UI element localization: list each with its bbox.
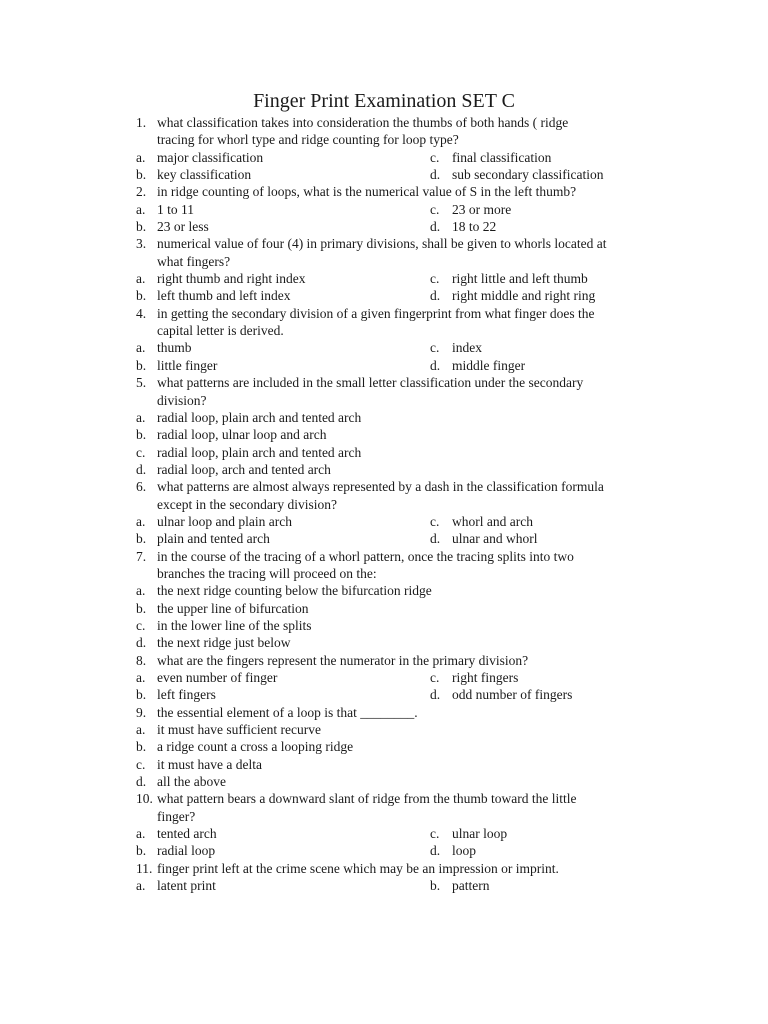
- question-line: [136, 235, 636, 252]
- choice-label: d.: [430, 531, 441, 547]
- choice-text: radial loop, ulnar loop and arch: [157, 427, 327, 443]
- question-text: what pattern bears a downward slant of ridge from the thumb toward the little: [157, 791, 577, 807]
- choice-text: a ridge count a cross a looping ridge: [157, 739, 354, 755]
- choice-text: radial loop, arch and tented arch: [157, 461, 331, 477]
- choice-label: a.: [136, 340, 146, 356]
- choice-label: a.: [136, 583, 146, 599]
- choice-row: [136, 530, 636, 547]
- choice-row: [136, 669, 636, 686]
- choice-label: d.: [136, 774, 147, 790]
- question-number: 11.: [136, 860, 153, 876]
- choice-row: [136, 461, 636, 478]
- choice-label: b.: [136, 219, 147, 235]
- choice-label: d.: [136, 635, 147, 651]
- choice-text: radial loop, plain arch and tented arch: [157, 409, 362, 425]
- choice-row: [136, 270, 636, 287]
- question-number: 3.: [136, 236, 147, 252]
- question-number: 5.: [136, 375, 147, 391]
- choice-text: ulnar loop: [452, 826, 508, 842]
- choice-row: [136, 409, 636, 426]
- question-text: in ridge counting of loops, what is the numerical value of S in the left thumb?: [157, 184, 577, 200]
- question-number: 10.: [136, 791, 153, 807]
- choice-label: d.: [430, 167, 441, 183]
- choice-row: [136, 166, 636, 183]
- choice-label: b.: [136, 739, 147, 755]
- choice-row: [136, 218, 636, 235]
- choice-label: b.: [136, 531, 147, 547]
- choice-label: c.: [430, 271, 440, 287]
- choice-text: latent print: [157, 878, 216, 894]
- question-text: tracing for whorl type and ridge counting for loop type?: [157, 132, 459, 148]
- question-line: [136, 548, 636, 565]
- choice-row: [136, 357, 636, 374]
- choice-label: b.: [136, 167, 147, 183]
- choice-row: [136, 287, 636, 304]
- question-number: 2.: [136, 184, 147, 200]
- choice-label: c.: [136, 444, 146, 460]
- choice-text: it must have sufficient recurve: [157, 722, 321, 738]
- question-continuation: [136, 496, 636, 513]
- choice-text: the next ridge just below: [157, 635, 291, 651]
- choice-row: [136, 738, 636, 755]
- question-line: [136, 183, 636, 200]
- question-text: except in the secondary division?: [157, 496, 337, 512]
- choice-row: [136, 149, 636, 166]
- question-line: [136, 114, 636, 131]
- question-text: branches the tracing will proceed on the:: [157, 565, 377, 581]
- choice-row: [136, 634, 636, 651]
- choice-text: right little and left thumb: [452, 271, 588, 287]
- choice-label: b.: [136, 843, 147, 859]
- choice-label: d.: [430, 288, 441, 304]
- choice-label: c.: [430, 340, 440, 356]
- choice-label: b.: [430, 878, 441, 894]
- choice-row: [136, 842, 636, 859]
- choice-text: middle finger: [452, 357, 526, 373]
- choice-label: c.: [430, 513, 440, 529]
- question-text: what are the fingers represent the numerator in the primary division?: [157, 652, 529, 668]
- question-number: 1.: [136, 115, 147, 130]
- choice-label: d.: [430, 357, 441, 373]
- choice-label: b.: [136, 357, 147, 373]
- question-number: 4.: [136, 305, 147, 321]
- question-text: what fingers?: [157, 253, 231, 269]
- question-number: 8.: [136, 652, 147, 668]
- question-continuation: [136, 131, 636, 148]
- question-text: what patterns are almost always represented by a dash in the classification formula: [157, 479, 604, 495]
- question-continuation: [136, 808, 636, 825]
- choice-label: b.: [136, 600, 147, 616]
- question-line: [136, 478, 636, 495]
- choice-label: c.: [430, 670, 440, 685]
- choice-text: odd number of fingers: [452, 687, 573, 703]
- choice-text: sub secondary classification: [452, 167, 604, 183]
- choice-row: [136, 201, 636, 218]
- choice-label: a.: [136, 513, 146, 529]
- choice-label: c.: [136, 617, 146, 633]
- choice-label: a.: [136, 722, 146, 738]
- choice-row: [136, 825, 636, 842]
- choice-text: right thumb and right index: [157, 271, 306, 287]
- choice-text: final classification: [452, 149, 552, 165]
- choice-text: tented arch: [157, 826, 217, 842]
- choice-text: key classification: [157, 167, 252, 183]
- choice-label: a.: [136, 201, 146, 217]
- choice-text: in the lower line of the splits: [157, 617, 312, 633]
- question-text: in getting the secondary division of a given fingerprint from what finger does the: [157, 305, 595, 321]
- question-text: the essential element of a loop is that ________.: [157, 704, 418, 720]
- choice-text: thumb: [157, 340, 192, 356]
- question-number: 6.: [136, 479, 147, 495]
- choice-text: ulnar loop and plain arch: [157, 513, 292, 529]
- choice-label: c.: [430, 826, 440, 842]
- choice-text: left fingers: [157, 687, 216, 703]
- choice-text: index: [452, 340, 482, 356]
- question-text: finger print left at the crime scene which may be an impression or imprint.: [157, 860, 559, 876]
- question-line: [136, 305, 636, 322]
- question-text: what patterns are included in the small letter classification under the secondary: [157, 375, 584, 391]
- choice-text: right middle and right ring: [452, 288, 596, 304]
- choice-text: right fingers: [452, 670, 519, 685]
- choice-row: [136, 444, 636, 461]
- question-number: 7.: [136, 548, 147, 564]
- choice-text: left thumb and left index: [157, 288, 291, 304]
- choice-row: [136, 513, 636, 530]
- choice-text: ulnar and whorl: [452, 531, 538, 547]
- choice-label: d.: [430, 219, 441, 235]
- choice-row: [136, 339, 636, 356]
- choice-text: 23 or more: [452, 201, 512, 217]
- question-text: in the course of the tracing of a whorl pattern, once the tracing splits into two: [157, 548, 574, 564]
- question-text: finger?: [157, 808, 196, 824]
- question-list: [136, 114, 636, 894]
- choice-text: pattern: [452, 878, 490, 894]
- choice-text: it must have a delta: [157, 756, 262, 772]
- choice-row: [136, 877, 636, 894]
- choice-label: a.: [136, 409, 146, 425]
- choice-label: b.: [136, 687, 147, 703]
- question-continuation: [136, 253, 636, 270]
- question-text: what classification takes into consideration the thumbs of both hands ( ridge: [157, 115, 569, 130]
- choice-row: [136, 426, 636, 443]
- choice-text: 18 to 22: [452, 219, 497, 235]
- choice-row: [136, 582, 636, 599]
- question-continuation: [136, 565, 636, 582]
- question-continuation: [136, 322, 636, 339]
- choice-label: a.: [136, 826, 146, 842]
- question-text: division?: [157, 392, 207, 408]
- choice-text: the upper line of bifurcation: [157, 600, 309, 616]
- page-title: Finger Print Examination SET C: [253, 90, 515, 112]
- question-text: numerical value of four (4) in primary divisions, shall be given to whorls located at: [157, 236, 607, 252]
- choice-label: d.: [430, 843, 441, 859]
- question-line: [136, 790, 636, 807]
- question-line: [136, 704, 636, 721]
- choice-label: c.: [136, 756, 146, 772]
- choice-text: whorl and arch: [452, 513, 533, 529]
- choice-row: [136, 600, 636, 617]
- choice-text: the next ridge counting below the bifurcation ridge: [157, 583, 432, 599]
- choice-text: little finger: [157, 357, 218, 373]
- choice-text: 1 to 11: [157, 201, 194, 217]
- choice-text: 23 or less: [157, 219, 209, 235]
- choice-label: d.: [136, 461, 147, 477]
- choice-label: b.: [136, 427, 147, 443]
- choice-label: c.: [430, 149, 440, 165]
- choice-label: d.: [430, 687, 441, 703]
- choice-text: even number of finger: [157, 670, 278, 685]
- question-line: [136, 860, 636, 877]
- choice-label: a.: [136, 271, 146, 287]
- question-continuation: [136, 392, 636, 409]
- choice-text: loop: [452, 843, 477, 859]
- choice-text: plain and tented arch: [157, 531, 270, 547]
- choice-row: [136, 686, 636, 703]
- choice-label: b.: [136, 288, 147, 304]
- choice-text: all the above: [157, 774, 226, 790]
- choice-text: major classification: [157, 149, 264, 165]
- question-line: [136, 374, 636, 391]
- question-line: [136, 652, 636, 669]
- question-text: capital letter is derived.: [157, 323, 284, 339]
- choice-row: [136, 617, 636, 634]
- choice-row: [136, 756, 636, 773]
- choice-label: a.: [136, 670, 146, 685]
- choice-label: a.: [136, 878, 146, 894]
- choice-row: [136, 721, 636, 738]
- choice-text: radial loop: [157, 843, 216, 859]
- choice-text: radial loop, plain arch and tented arch: [157, 444, 362, 460]
- choice-label: a.: [136, 149, 146, 165]
- choice-label: c.: [430, 201, 440, 217]
- question-number: 9.: [136, 704, 147, 720]
- choice-row: [136, 773, 636, 790]
